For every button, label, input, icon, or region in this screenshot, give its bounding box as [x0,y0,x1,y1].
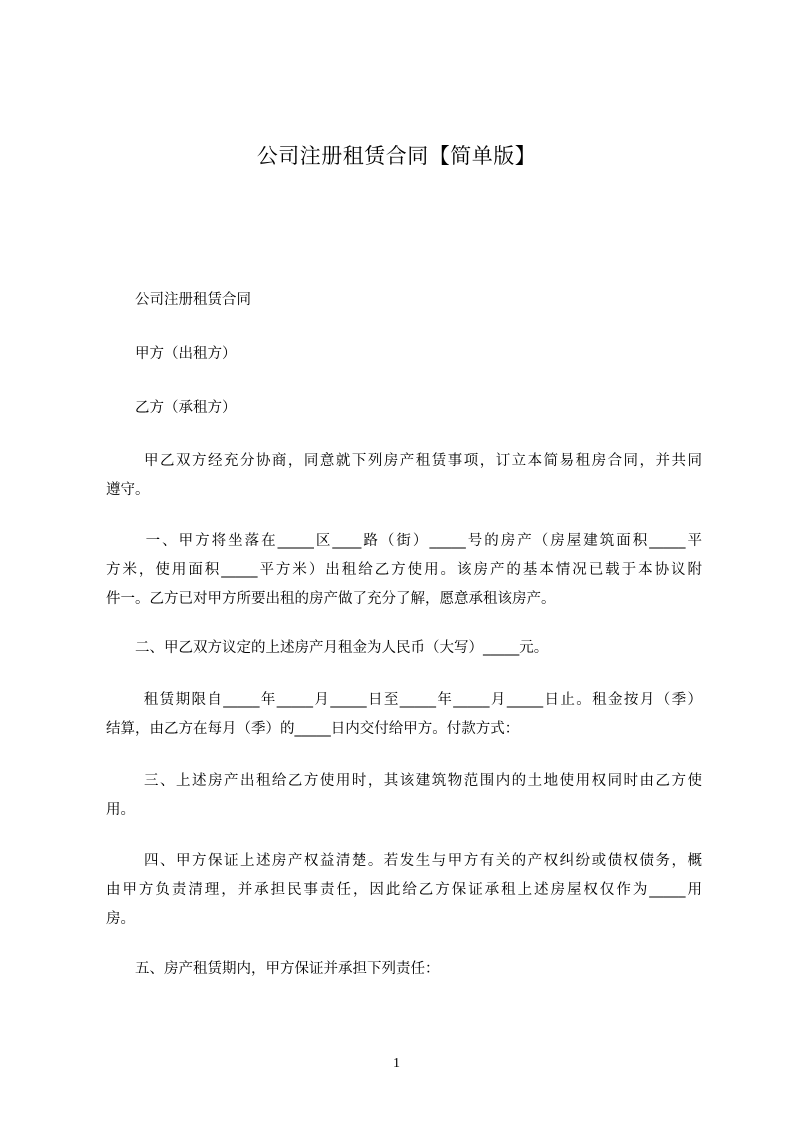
paragraph-line: 由甲方负责清理，并承担民事责任，因此给乙方保证承租上述房屋权仅作为_____用 [106,882,702,898]
paragraph-line: 一、甲方将坐落在_____区____路（街）_____号的房产（房屋建筑面积_____平 [106,533,702,549]
paragraph-line: 公司注册租赁合同 [106,292,251,308]
paragraph-line: 方米，使用面积_____平方米）出租给乙方使用。该房产的基本情况已载于本协议附 [106,562,702,578]
paragraph-line: 五、房产租赁期内，甲方保证并承担下列责任： [106,961,440,977]
paragraph-line: 遵守。 [106,482,150,498]
paragraph-line: 结算，由乙方在每月（季）的_____日内交付给甲方。付款方式： [106,721,520,737]
paragraph-clause-1 [106,527,702,614]
paragraph-party-b [106,394,702,423]
paragraph-line: 三、上述房产出租给乙方使用时，其该建筑物范围内的土地使用权同时由乙方使 [106,773,702,789]
paragraph-line: 租赁期限自_____年_____月_____日至_____年_____月_____日止。租金按月（季） [106,692,702,708]
paragraph-line: 用。 [106,802,135,818]
paragraph-clause-3 [106,767,702,825]
paragraph-line: 件一。乙方已对甲方所要出租的房产做了充分了解，愿意承租该房产。 [106,591,556,607]
paragraph-line: 甲乙双方经充分协商，同意就下列房产租赁事项，订立本简易租房合同，并共同 [106,453,702,469]
paragraph-line: 四、甲方保证上述房产权益清楚。若发生与甲方有关的产权纠纷或债权债务，概 [106,853,702,869]
paragraph-clause-2 [106,634,702,663]
paragraph-clause-4 [106,847,702,934]
page-number: 1 [393,1056,400,1071]
paragraph-contract-name [106,286,702,315]
document-title: 公司注册租赁合同【简单版】 [256,144,537,168]
paragraph-line: 房。 [106,911,135,927]
paragraph-lease-term [106,686,702,744]
paragraph-line: 甲方（出租方） [106,346,237,362]
paragraph-line: 乙方（承租方） [106,400,237,416]
paragraph-preamble [106,447,702,505]
paragraph-party-a [106,340,702,369]
paragraph-clause-5 [106,955,702,984]
paragraph-line: 二、甲乙双方议定的上述房产月租金为人民币（大写）_____元。 [106,640,549,656]
